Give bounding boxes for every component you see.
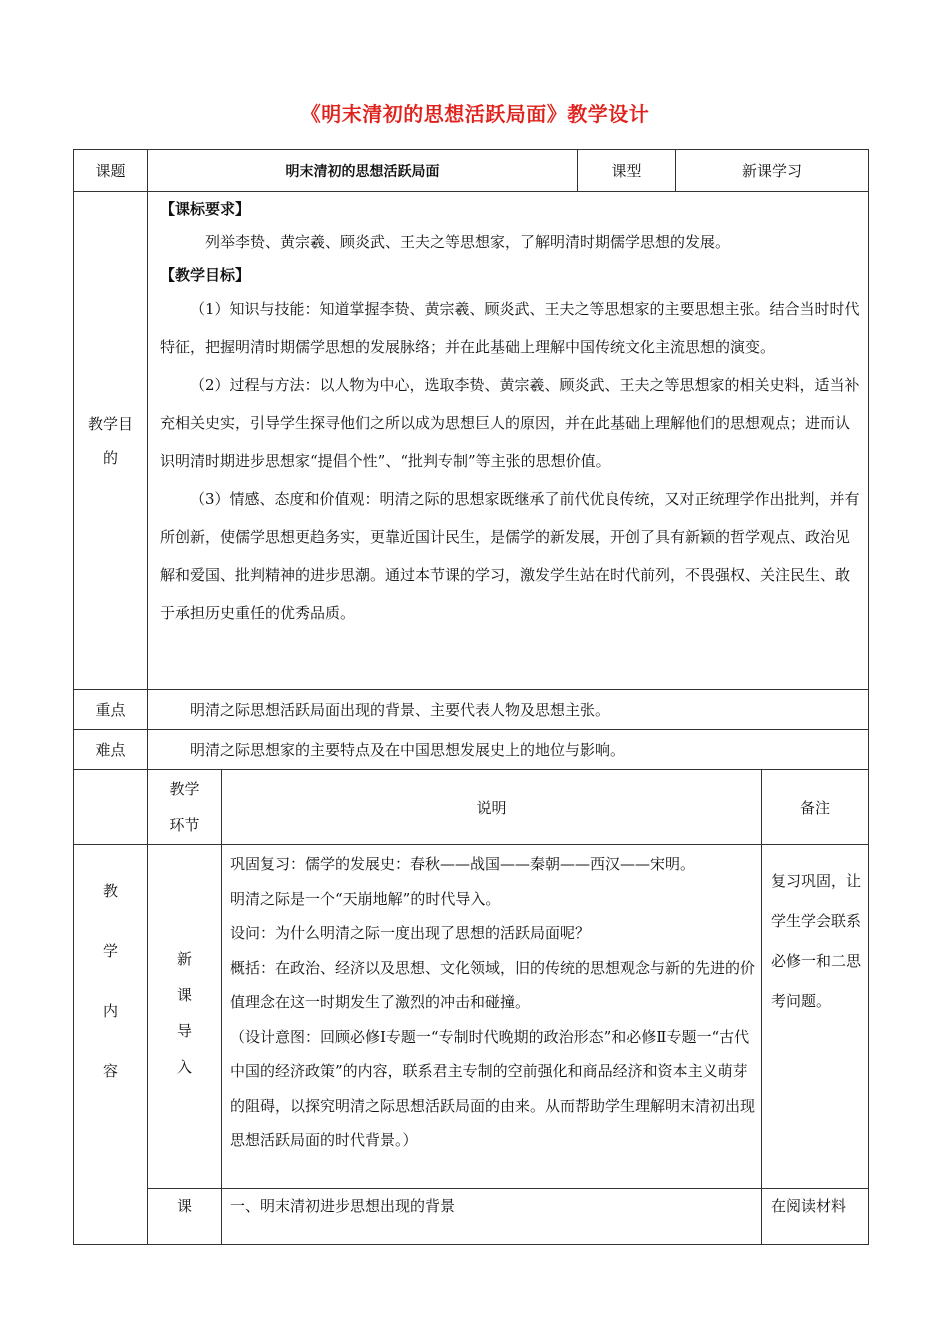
- stage-intro-char-1: 新: [176, 950, 192, 968]
- intro-line-design-intent: （设计意图：回顾必修Ⅰ专题一“专制时代晚期的政治形态”和必修Ⅱ专题一“古代中国的经济政策”的内容，联系君主专制的空前强化和商品经济和资本主义萌芽的阻碍，以探究明清之际思想活跃局面的由来。从而帮助学生理解明末清初出现思想活跃局面的时代背景。）: [230, 1027, 756, 1149]
- intro-line-review: 巩固复习：儒学的发展史：春秋——战国——秦朝——西汉——宋明。: [230, 855, 696, 873]
- teaching-content-label: [74, 845, 148, 1245]
- lesson-type-value: 新课学习: [676, 150, 869, 192]
- key-point-text: 明清之际思想活跃局面出现的背景、主要代表人物及思想主张。: [148, 690, 869, 730]
- stage-header-line2: 环节: [169, 816, 200, 834]
- intro-note: 复习巩固，让学生学会联系必修一和二思考问题。: [762, 845, 869, 1189]
- content-header-blank: [74, 770, 148, 845]
- objectives-label-line2: 的: [102, 448, 118, 467]
- content-header-row: [74, 770, 869, 845]
- topic-value: 明末清初的思想活跃局面: [148, 150, 578, 192]
- teaching-content-char-3: 内: [102, 1002, 118, 1020]
- goal-knowledge: （1）知识与技能：知道掌握李贽、黄宗羲、顾炎武、王夫之等思想家的主要思想主张。结合当时时代特征，把握明清时期儒学思想的发展脉络；并在此基础上理解中国传统文化主流思想的演变。: [160, 300, 860, 356]
- intro-line-era: 明清之际是一个“天崩地解”的时代导入。: [230, 889, 501, 908]
- plan-table-top: [73, 149, 869, 770]
- notes-header: 备注: [762, 770, 869, 845]
- stage-header-line1: 教学: [169, 780, 200, 798]
- difficulty-text: 明清之际思想家的主要特点及在中国思想发展史上的地位与影响。: [148, 730, 869, 770]
- difficulty-row: [74, 730, 869, 770]
- document-title: 《明末清初的思想活跃局面》教学设计: [300, 102, 650, 126]
- description-header: 说明: [222, 770, 762, 845]
- lesson-type-label: 课型: [578, 150, 676, 192]
- stage-intro: [148, 845, 222, 1189]
- objectives-label-line1: 教学目: [87, 414, 133, 433]
- teaching-content-char-1: 教: [102, 882, 118, 900]
- intro-line-question: 设问：为什么明清之际一度出现了思想的活跃局面呢？: [230, 924, 591, 942]
- plan-table-content: [73, 769, 869, 1245]
- lesson-description: 一、明末清初进步思想出现的背景: [222, 1189, 762, 1245]
- content-row-lesson: [74, 1189, 869, 1245]
- stage-header: [148, 770, 222, 845]
- stage-intro-char-2: 课: [176, 986, 192, 1004]
- stage-lesson: 课: [148, 1189, 222, 1245]
- goal-process: （2）过程与方法：以人物为中心，选取李贽、黄宗羲、顾炎武、王夫之等思想家的相关史料，适当补充相关史实，引导学生探寻他们之所以成为思想巨人的原因，并在此基础上理解他们的思想观点；进而认识明清时期进步思想家“提倡个性”、“批判专制”等主张的思想价值。: [160, 376, 860, 470]
- lesson-note: 在阅读材料: [762, 1189, 869, 1245]
- intro-line-summary: 概括：在政治、经济以及思想、文化领域，旧的传统的思想观念与新的先进的价值理念在这一时期发生了激烈的冲击和碰撞。: [230, 958, 756, 1011]
- difficulty-label: 难点: [74, 730, 148, 770]
- standard-heading: 【课标要求】: [160, 200, 251, 218]
- goals-heading: 【教学目标】: [160, 266, 251, 284]
- goal-attitude: （3）情感、态度和价值观：明清之际的思想家既继承了前代优良传统，又对正统理学作出批判，并有所创新，使儒学思想更趋务实，更靠近国计民生，是儒学的新发展，开创了具有新颖的哲学观点、政治见解和爱国、批判精神的进步思潮。通过本节课的学习，激发学生站在时代前列，不畏强权、关注民生、敢于承担历史重任的优秀品质。: [160, 490, 860, 622]
- key-point-label: 重点: [74, 690, 148, 730]
- content-row-intro: [74, 845, 869, 1189]
- key-point-row: [74, 690, 869, 730]
- objectives-label: [74, 192, 148, 690]
- teaching-content-char-4: 容: [102, 1062, 118, 1080]
- header-row: [74, 150, 869, 192]
- intro-description: [222, 845, 762, 1189]
- stage-intro-char-3: 导: [176, 1022, 192, 1040]
- topic-label: 课题: [74, 150, 148, 192]
- objectives-row: [74, 192, 869, 690]
- objectives-content: [148, 192, 869, 690]
- standard-text: 列举李贽、黄宗羲、顾炎武、王夫之等思想家，了解明清时期儒学思想的发展。: [205, 233, 731, 251]
- teaching-content-char-2: 学: [102, 942, 118, 960]
- stage-intro-char-4: 入: [176, 1058, 192, 1076]
